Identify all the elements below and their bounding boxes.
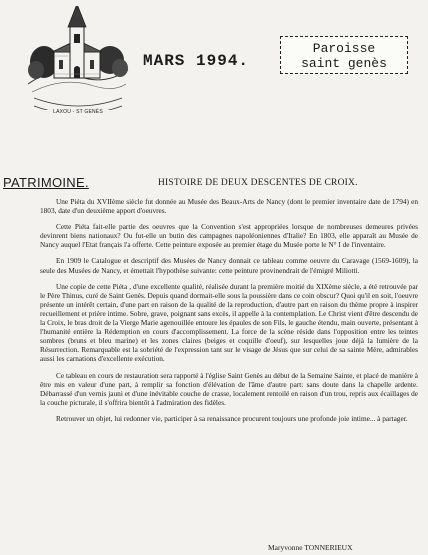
- parish-line-2: saint genès: [301, 56, 387, 71]
- church-logo: [24, 6, 132, 120]
- paragraph: Une Piéta du XVIIème siècle fut donnée au Musée des Beaux-Arts de Nancy (dont le premier inventaire date de 1794) en 1803, date d'un deuxième apport d'oeuvres.: [40, 197, 418, 216]
- parish-stamp: [280, 36, 408, 74]
- church-drawing-icon: [24, 6, 132, 110]
- author-signature: Maryvonne TONNERIEUX: [268, 543, 353, 552]
- paragraph: Une copie de cette Piéta , d'une excellente qualité, réalisée durant la première moitié du XIXème siècle, a été retrouvée par le Père Thinus, curé de Saint Genès. Depuis quand dormait-elle sous la poussière dans ce coin obscur? Quoi qu'il en soit, l'oeuvre présente un intérêt certain, d'une part en raison de la qualité de la reproduction, d'autre part en raison du thème propre à inspirer recueillement et prière intime. Sobre, grave, poignant sans excès, il appelle à la contemplation. Le Christ vient d'être descendu de la Croix, le bras droit de la Vierge Marie agenouillée entoure les épaules de son Fils, le gauche étendu, main ouverte, présentant à l'humanité entière la Rédemption en cours d'accomplissement. La force de la scène réside dans l'opposition entre les teintes sombres (bruns et bleu marine) et les zones claires (beiges et coquille d'oeuf), sur lesquelles joue déjà la lumière de la Résurrection. Remarquable est la sobriété de l'expression tant sur le visage de Jésus que sur celui de sa sainte Mère, admirables aussi les carnations d'excellente exécution.: [40, 281, 418, 364]
- issue-date: MARS 1994.: [143, 52, 250, 70]
- parish-line-1: Paroisse: [312, 41, 376, 56]
- paragraph: Ce tableau en cours de restauration sera rapporté à l'église Saint Genès au début de la Semaine Sainte, et placé de manière à être mis en valeur d'une part, à remplir sa fonction d'élévation de l'âme d'autre part: sans doute dans la chapelle ardente. Débarrassé d'un vernis jauni et d'une inévitable couche de crasse, localement rentoilé en raison d'un trou, repris aux écaillages de la couche picturale, il s'offrira bientôt à l'admiration des fidèles.: [40, 370, 418, 407]
- section-title: PATRIMOINE.: [3, 175, 89, 190]
- paragraph: En 1909 le Catalogue et descriptif des Musées de Nancy donnait ce tableau comme oeuvre du Caravage (1569-1609), la seule des Musées de Nancy, et émettait l'hypothèse suivante: cette peinture provinendrait de l'émigré Miliotti.: [40, 256, 418, 275]
- paragraph: Retrouver un objet, lui redonner vie, participer à sa renaissance procurent toujours une profonde joie intime... à partager.: [56, 413, 408, 423]
- article-title: HISTOIRE DE DEUX DESCENTES DE CROIX.: [158, 178, 358, 188]
- paragraph: Cette Piéta fait-elle partie des oeuvres que la Convention s'est appropriées lorsque de nombreuses demeures privées devinrent biens nationaux? Ou fut-elle un butin des campagnes napoléoniennes d'Italie? En 1803, elle apparaît au Musée de Nancy auquel l'Etat français l'a offerte. Cette peinture exposée au premier étage du Musée porte le N° I de l'inventaire.: [40, 222, 418, 250]
- article-body: [40, 197, 418, 430]
- logo-caption: LAXOU - ST GENÈS: [53, 109, 103, 115]
